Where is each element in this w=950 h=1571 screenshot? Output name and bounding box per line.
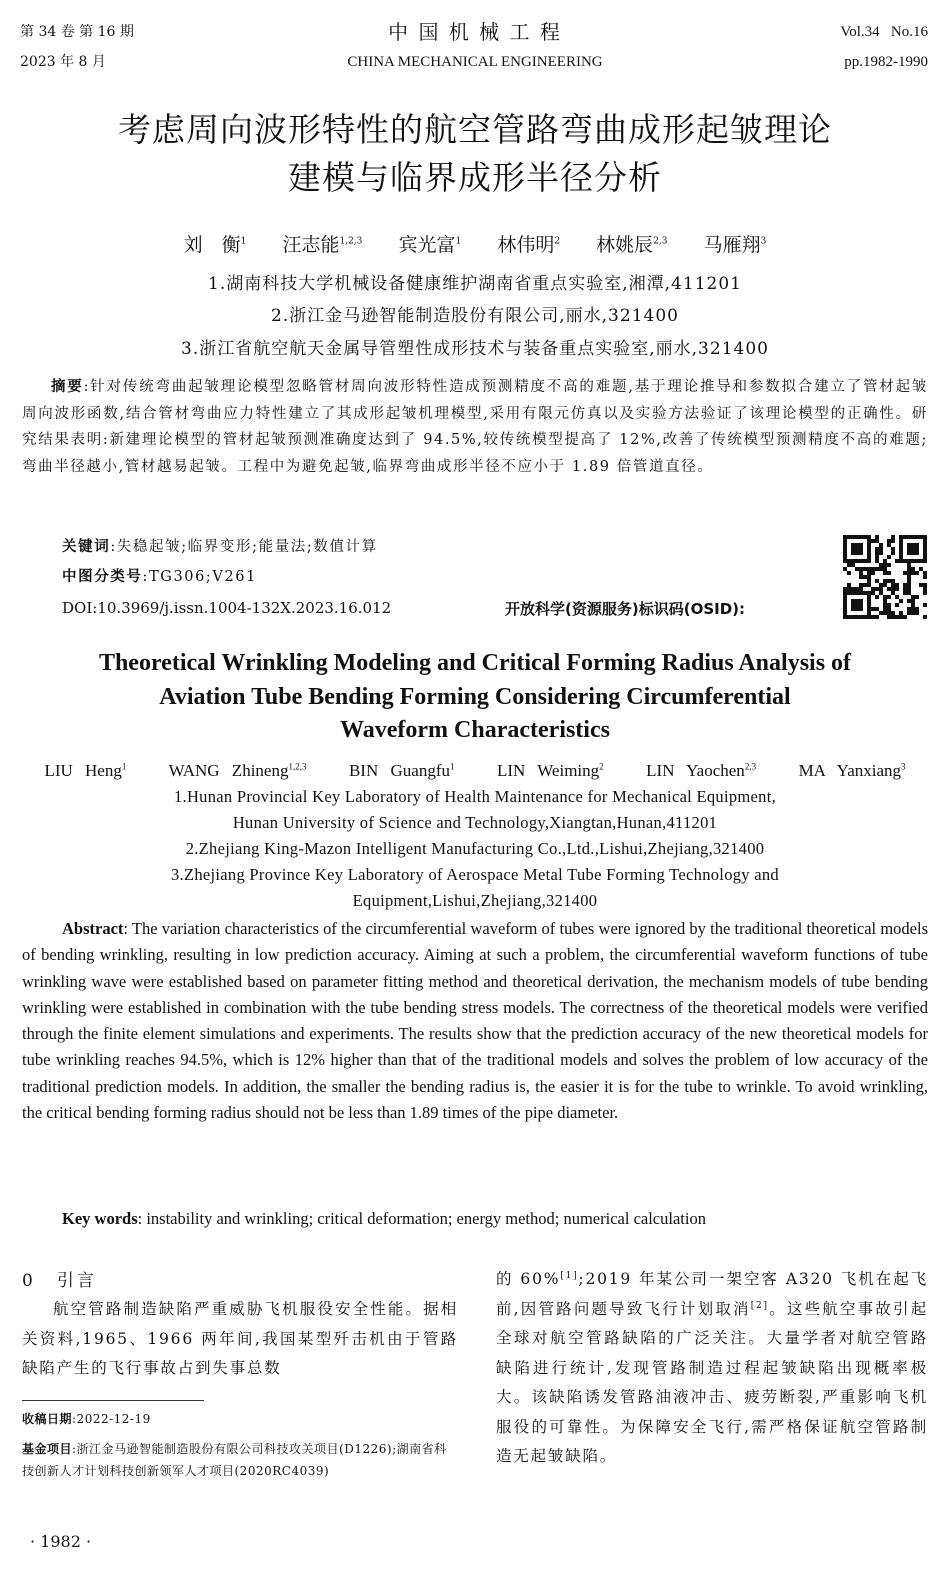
author-en: LIN Weiming$^2$ [496, 761, 604, 780]
author-en: BIN Guangfu$^1$ [348, 761, 455, 780]
page-number: · 1982 · [30, 1532, 92, 1551]
abstract-en-text: : The variation characteristics of the circumferential waveform of tubes were ignored by the traditional theoretical models of bending wrinkling, resulting in low prediction accuracy. Aiming at such a problem, the circumferential waveform functions of tube wrinkling wave were established based on parameter fitting method and theoretical derivation, the mechanism models of tube bending wrinkling were established in combination with the tube bending stress models. The correctness of the theoretical models were verified through the finite element simulations and experiments. The results show that the prediction accuracy of the new theoretical models for tube wrinkling reaches 94.5%, which is 12% higher than that of the traditional models and solves the problem of low accuracy of the traditional prediction models. In addition, the smaller the bending radius is, the easier it is for the tube to wrinkle. To avoid wrinkling, the critical bending forming radius should not be less than 1.89 times of the pipe diameter. [22, 919, 928, 1123]
clc-label: 中图分类号 [62, 569, 143, 585]
affiliation-cn-1: 1.湖南科技大学机械设备健康维护湖南省重点实验室,湘潭,411201 [208, 274, 742, 294]
received-date: :2022-12-19 [72, 1412, 151, 1426]
keywords-cn [62, 534, 378, 561]
osid-label: 开放科学(资源服务)标识码(OSID): [505, 600, 746, 618]
title-en-line1: Theoretical Wrinkling Modeling and Critical Forming Radius Analysis of [98, 650, 852, 676]
journal-name-en: CHINA MECHANICAL ENGINEERING [347, 54, 603, 70]
footnote-divider [22, 1400, 204, 1401]
abstract-en [22, 916, 928, 1126]
affiliation-en-1b: Hunan University of Science and Technology,Xiangtan,Hunan,411201 [232, 813, 718, 832]
title-cn-line2: 建模与临界成形半径分析 [288, 158, 662, 197]
keywords-en-label: Key words [62, 1209, 138, 1228]
affiliation-en-3: 3.Zhejiang Province Key Laboratory of Aerospace Metal Tube Forming Technology and [170, 865, 779, 884]
section-title: 引言 [56, 1271, 97, 1291]
keywords-en [62, 1206, 928, 1232]
keywords-cn-label: 关键词 [62, 539, 111, 555]
header-date: 2023 年 8 月 [20, 54, 106, 70]
author-cn: 马雁翔$^3$ [703, 234, 767, 256]
body-right-paragraph: 的 60%[1];2019 年某公司一架空客 A320 飞机在起飞前,因管路问题导致飞行计划取消[2]。这些航空事故引起全球对航空管路缺陷的广泛关注。大量学者对航空管路缺陷进行统计,发现管路制造过程起皱缺陷出现概率极大。该缺陷诱发管路油液冲击、疲劳断裂,严重影响飞机服役的可靠性。为保障安全飞行,需严格保证航空管路制造无起皱缺陷。 [496, 1270, 928, 1465]
header-volume-en: Vol.34 No.16 [840, 24, 928, 40]
fund-text: :浙江金马逊智能制造股份有限公司科技攻关项目(D1226);湖南省科技创新人才计划科技创新领军人才项目(2020RC4039) [22, 1442, 447, 1478]
title-en-line3: Waveform Characteristics [340, 717, 610, 743]
authors-en [0, 760, 950, 782]
author-cn: 林姚辰$^{2,3}$ [596, 234, 668, 256]
affiliation-cn-3: 3.浙江省航空航天金属导管塑性成形技术与装备重点实验室,丽水,321400 [181, 339, 769, 359]
abstract-cn-text: :针对传统弯曲起皱理论模型忽略管材周向波形特性造成预测精度不高的难题,基于理论推导和参数拟合建立了管材起皱周向波形函数,结合管材弯曲应力特性建立了其成形起皱机理模型,采用有限元仿真以及实验方法验证了该理论模型的正确性。研究结果表明:新建理论模型的管材起皱预测准确度达到了 94.5%,较传统模型提高了 12%,改善了传统模型预测精度不高的难题;弯曲半径越小,管材越易起皱。工程中为避免起皱,临界弯曲成形半径不应小于 1.89 倍管道直径。 [22, 379, 928, 475]
doi[interactable]: DOI:10.3969/j.issn.1004-132X.2023.16.012 [62, 599, 392, 617]
journal-name-cn: 中 国 机 械 工 程 [388, 20, 562, 44]
body-left-paragraph: 航空管路制造缺陷严重威胁飞机服役安全性能。据相关资料,1965、1966 两年间,我国某型歼击机由于管路缺陷产生的飞行事故占到失事总数 [22, 1300, 458, 1377]
affiliation-cn-2: 2.浙江金马逊智能制造股份有限公司,丽水,321400 [271, 306, 679, 326]
title-en-line2: Aviation Tube Bending Forming Considering Circumferential [159, 684, 791, 710]
affiliation-en-1: 1.Hunan Provincial Key Laboratory of Health Maintenance for Mechanical Equipment, [173, 787, 777, 806]
affiliation-en-2: 2.Zhejiang King-Mazon Intelligent Manufacturing Co.,Ltd.,Lishui,Zhejiang,321400 [185, 839, 765, 858]
author-cn: 汪志能$^{1,2,3}$ [282, 234, 363, 256]
abstract-cn-label: 摘要 [51, 379, 84, 395]
authors-cn [0, 232, 950, 258]
fund-label: 基金项目 [22, 1442, 73, 1456]
keywords-cn-text: :失稳起皱;临界变形;能量法;数值计算 [110, 539, 378, 555]
author-en: LIU Heng$^1$ [44, 761, 127, 780]
section-heading [22, 1268, 97, 1294]
author-cn: 宾光富$^1$ [398, 234, 462, 256]
author-cn: 林伟明$^2$ [497, 234, 561, 256]
abstract-cn [22, 374, 928, 480]
abstract-en-label: Abstract [62, 919, 124, 938]
author-cn: 刘 衡$^1$ [183, 234, 247, 256]
header-volume-issue: 第 34 卷 第 16 期 [20, 24, 134, 40]
footnote-fund [22, 1438, 458, 1482]
citation-2[interactable]: [2] [750, 1300, 769, 1311]
received-label: 收稿日期 [22, 1412, 73, 1426]
affiliation-en-3b: Equipment,Lishui,Zhejiang,321400 [352, 891, 598, 910]
section-number: 0 [22, 1271, 33, 1291]
clc-text: :TG306;V261 [142, 569, 257, 585]
header-pages: pp.1982-1990 [844, 54, 928, 70]
clc-number [62, 564, 257, 591]
author-en: WANG Zhineng$^{1,2,3}$ [168, 761, 307, 780]
title-cn-line1: 考虑周向波形特性的航空管路弯曲成形起皱理论 [118, 110, 832, 149]
footnote-received [22, 1408, 458, 1430]
citation-1[interactable]: [1] [560, 1270, 579, 1281]
author-en: MA Yanxiang$^3$ [798, 761, 906, 780]
osid-qr-code[interactable] [843, 535, 927, 619]
keywords-en-text: : instability and wrinkling; critical deformation; energy method; numerical calculation [137, 1209, 706, 1228]
author-en: LIN Yaochen$^{2,3}$ [646, 761, 757, 780]
